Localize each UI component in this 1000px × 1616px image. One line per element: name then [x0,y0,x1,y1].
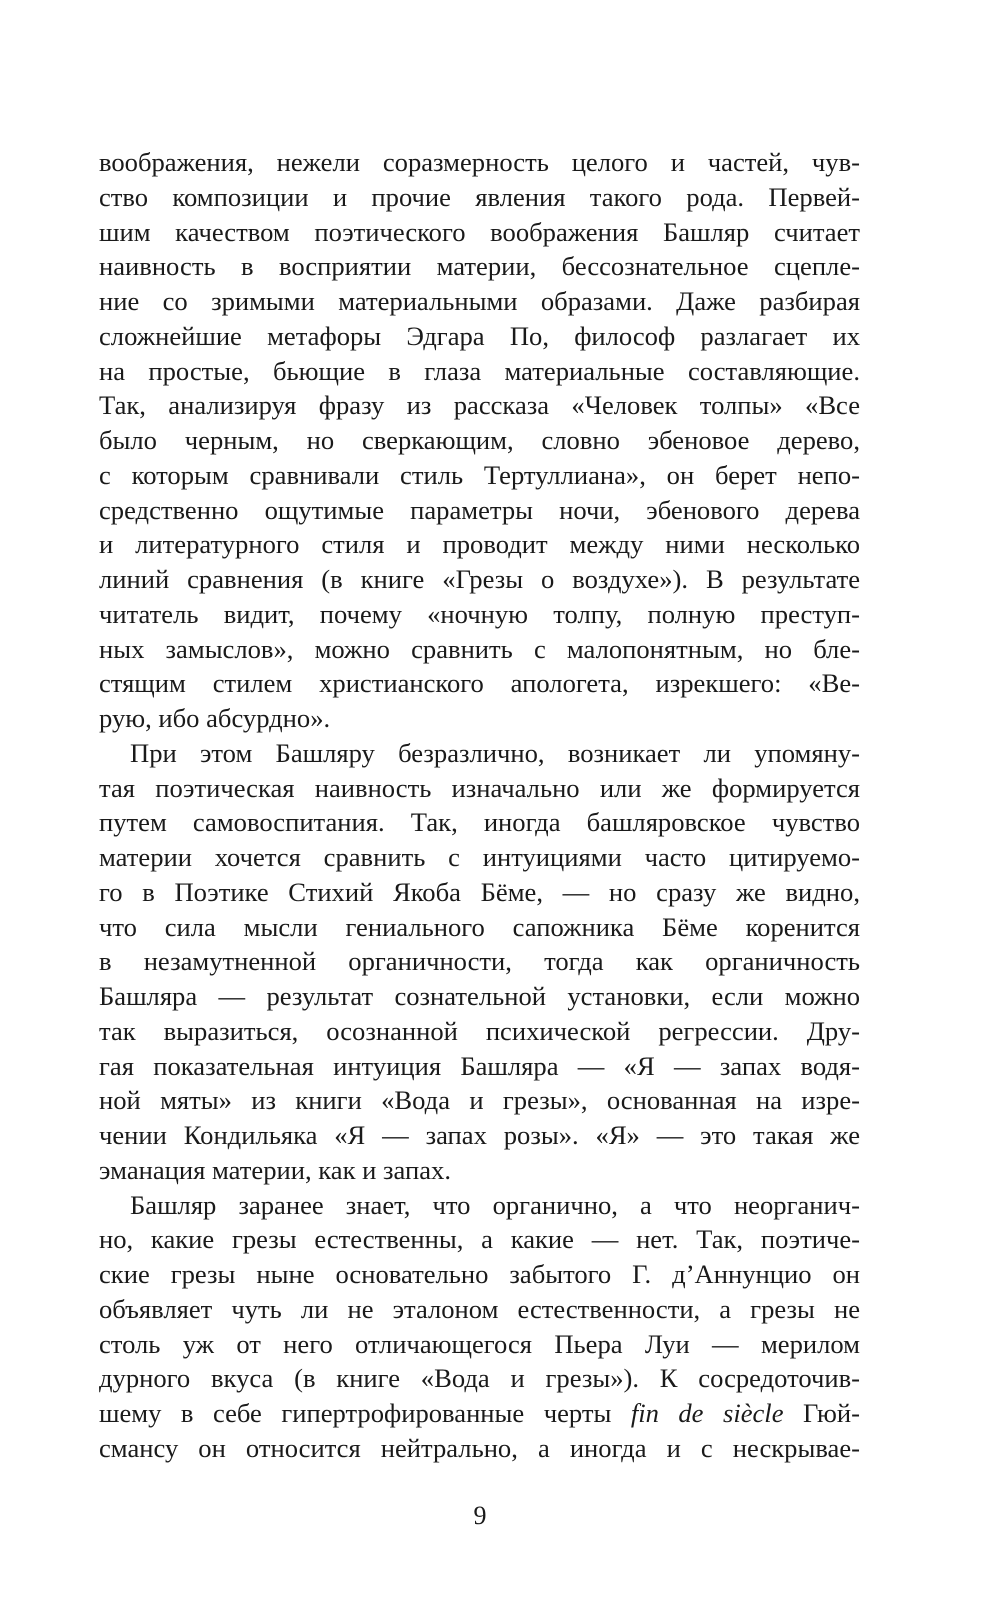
text-line: путем самовоспитания. Так, иногда башляровское чувство [99,807,860,838]
text-line: средственно ощутимые параметры ночи, эбенового дерева [99,494,860,525]
text-line: шему в себе гипертрофированные черты fin de siècle Гюй- [99,1398,861,1428]
text-line: При этом Башляру безразлично, возникает ли упомяну- [130,737,860,768]
text-line: гая показательная интуиция Башляра — «Я — запах водя- [99,1050,860,1081]
text-line: объявляет чуть ли не эталоном естественности, а грезы не [99,1293,860,1324]
text-line: смансу он относится нейтрально, а иногда и с нескрывае- [99,1432,860,1463]
text-line: тая поэтическая наивность изначально или же формируется [99,772,860,803]
text-line: материи хочется сравнить с интуициями часто цитируемо- [99,842,860,872]
text-line: шим качеством поэтического воображения Башляр считает [99,216,860,247]
text-line: Башляр заранее знает, что органично, а что неорганич- [130,1189,860,1220]
text-line: но, какие грезы естественны, а какие — нет. Так, поэтиче- [99,1224,860,1255]
text-line: ство композиции и прочие явления такого рода. Первей- [99,181,860,212]
text-line: наивность в восприятии материи, бессознательное сцепле- [99,251,860,282]
text-line: так выразиться, осознанной психической регрессии. Дру- [99,1015,860,1046]
text-line: на простые, бьющие в глаза материальные составляющие. [99,355,860,386]
text-line: стящим стилем христианского апологета, изрекшего: «Ве- [99,668,860,699]
text-line: с которым сравнивали стиль Тертуллиана», он берет непо- [99,459,860,490]
text-line: ной мяты» из книги «Вода и грезы», основанная на изре- [99,1085,860,1116]
text-line: чении Кондильяка «Я — запах розы». «Я» — это такая же [99,1120,860,1150]
text-line: рую, ибо абсурдно». [99,703,331,733]
paragraph-1 [99,145,860,736]
paragraph-2 [99,736,860,1188]
paragraph-3 [99,1188,860,1466]
text-line: что сила мысли гениального сапожника Бёме коренится [99,911,860,942]
text-line: читатель видит, почему «ночную толпу, полную преступ- [99,598,860,629]
text-line: и литературного стиля и проводит между ними несколько [99,529,860,560]
text-line: линий сравнения (в книге «Грезы о воздухе»). В результате [99,564,860,594]
text-line: было черным, но сверкающим, словно эбеновое дерево, [99,425,860,455]
text-line: дурного вкуса (в книге «Вода и грезы»). К сосредоточив- [99,1363,860,1394]
text-line: столь уж от него отличающегося Пьера Луи — мерилом [99,1328,860,1359]
italic-phrase: fin de siècle [630,1398,784,1428]
text-line: сложнейшие метафоры Эдгара По, философ разлагает их [99,320,860,351]
text-line: ние со зримыми материальными образами. Даже разбирая [99,286,860,316]
text-line: воображения, нежели соразмерность целого и частей, чув- [99,147,860,177]
page-number: 9 [473,1501,487,1530]
text-line: Так, анализируя фразу из рассказа «Человек толпы» «Все [99,390,860,421]
text-line: эманация материи, как и запах. [99,1154,451,1185]
text-line: ские грезы ныне основательно забытого Г. д’Аннунцио он [99,1259,860,1289]
body-text [99,145,860,1466]
text-line: Башляра — результат сознательной установки, если можно [99,981,860,1011]
text-line: в незамутненной органичности, тогда как органичность [99,946,860,977]
text-line: ных замыслов», можно сравнить с малопонятным, но бле- [99,633,860,664]
text-line: го в Поэтике Стихий Якоба Бёме, — но сразу же видно, [99,876,860,907]
